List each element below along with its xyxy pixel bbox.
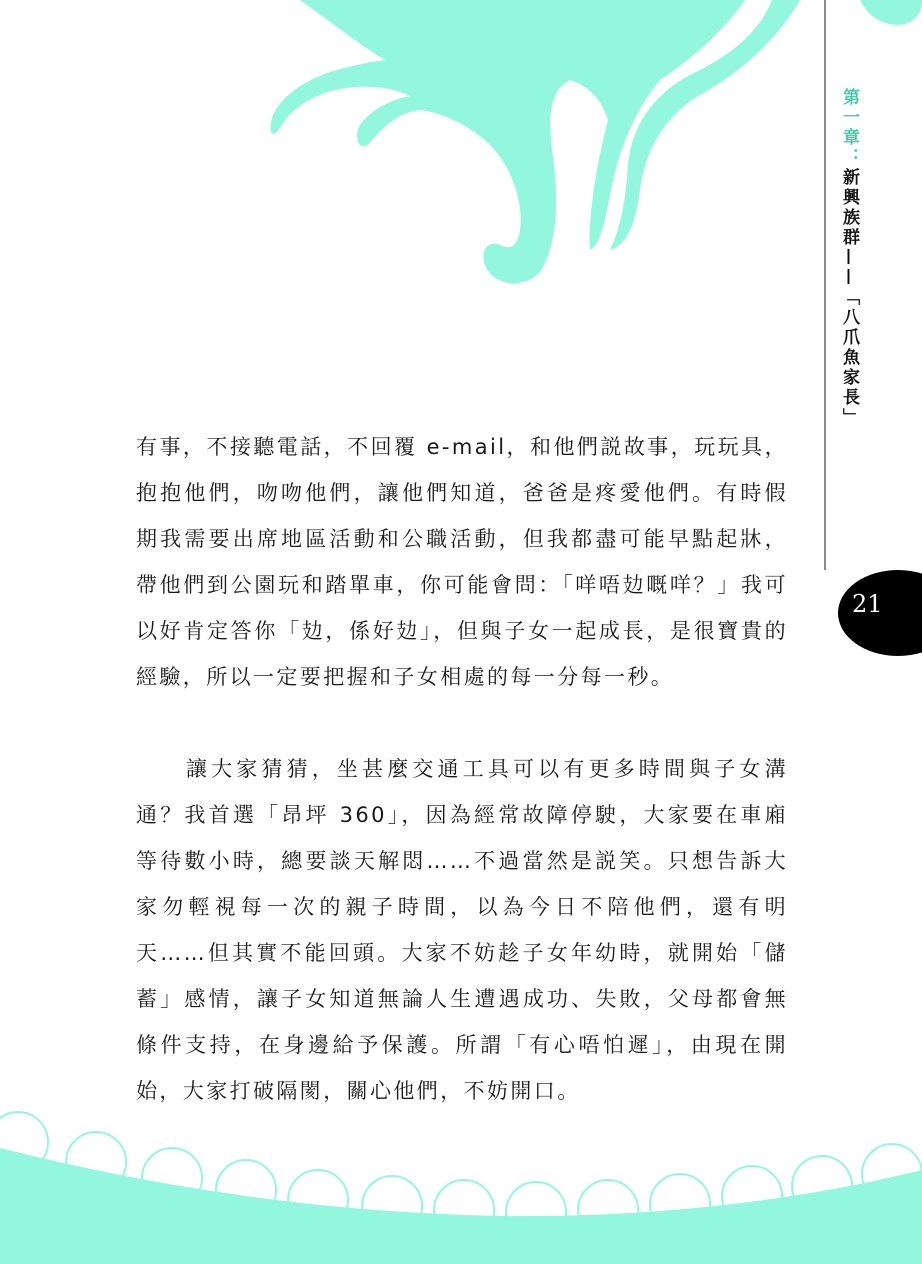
running-head-chapter: 第一章： [839,88,859,168]
running-head-title: 新興族群——「八爪魚家長」 [839,168,859,428]
paragraph-2: 讓大家猜猜，坐甚麼交通工具可以有更多時間與子女溝通？我首選「昂坪 360」，因為經常故障停駛，大家要在車廂等待數小時，總要談天解悶……不過當然是説笑。只想告訴大家勿輕視每一次的親子時間，以為今日不陪他們，還有明天……但其實不能回頭。大家不妨趁子女年幼時，就開始「儲蓄」感情，讓子女知道無論人生遭遇成功、失敗，父母都會無條件支持，在身邊給予保護。所謂「有心唔怕遲」，由現在開始，大家打破隔閡，關心他們，不妨開口。 [136,757,788,1103]
body-text [136,424,788,1114]
page-number: 21 [852,590,883,618]
running-head [838,88,862,428]
side-rule [824,0,826,570]
paragraph-1: 有事，不接聽電話，不回覆 e-mail，和他們説故事，玩玩具，抱抱他們，吻吻他們，讓他們知道，爸爸是疼愛他們。有時假期我需要出席地區活動和公職活動，但我都盡可能早點起牀，帶他們到公園玩和踏單車，你可能會問：「咩唔攰嘅咩？」我可以好肯定答你「攰，係好攰」，但與子女一起成長，是很寶貴的經驗，所以一定要把握和子女相處的每一分每一秒。 [136,435,788,689]
